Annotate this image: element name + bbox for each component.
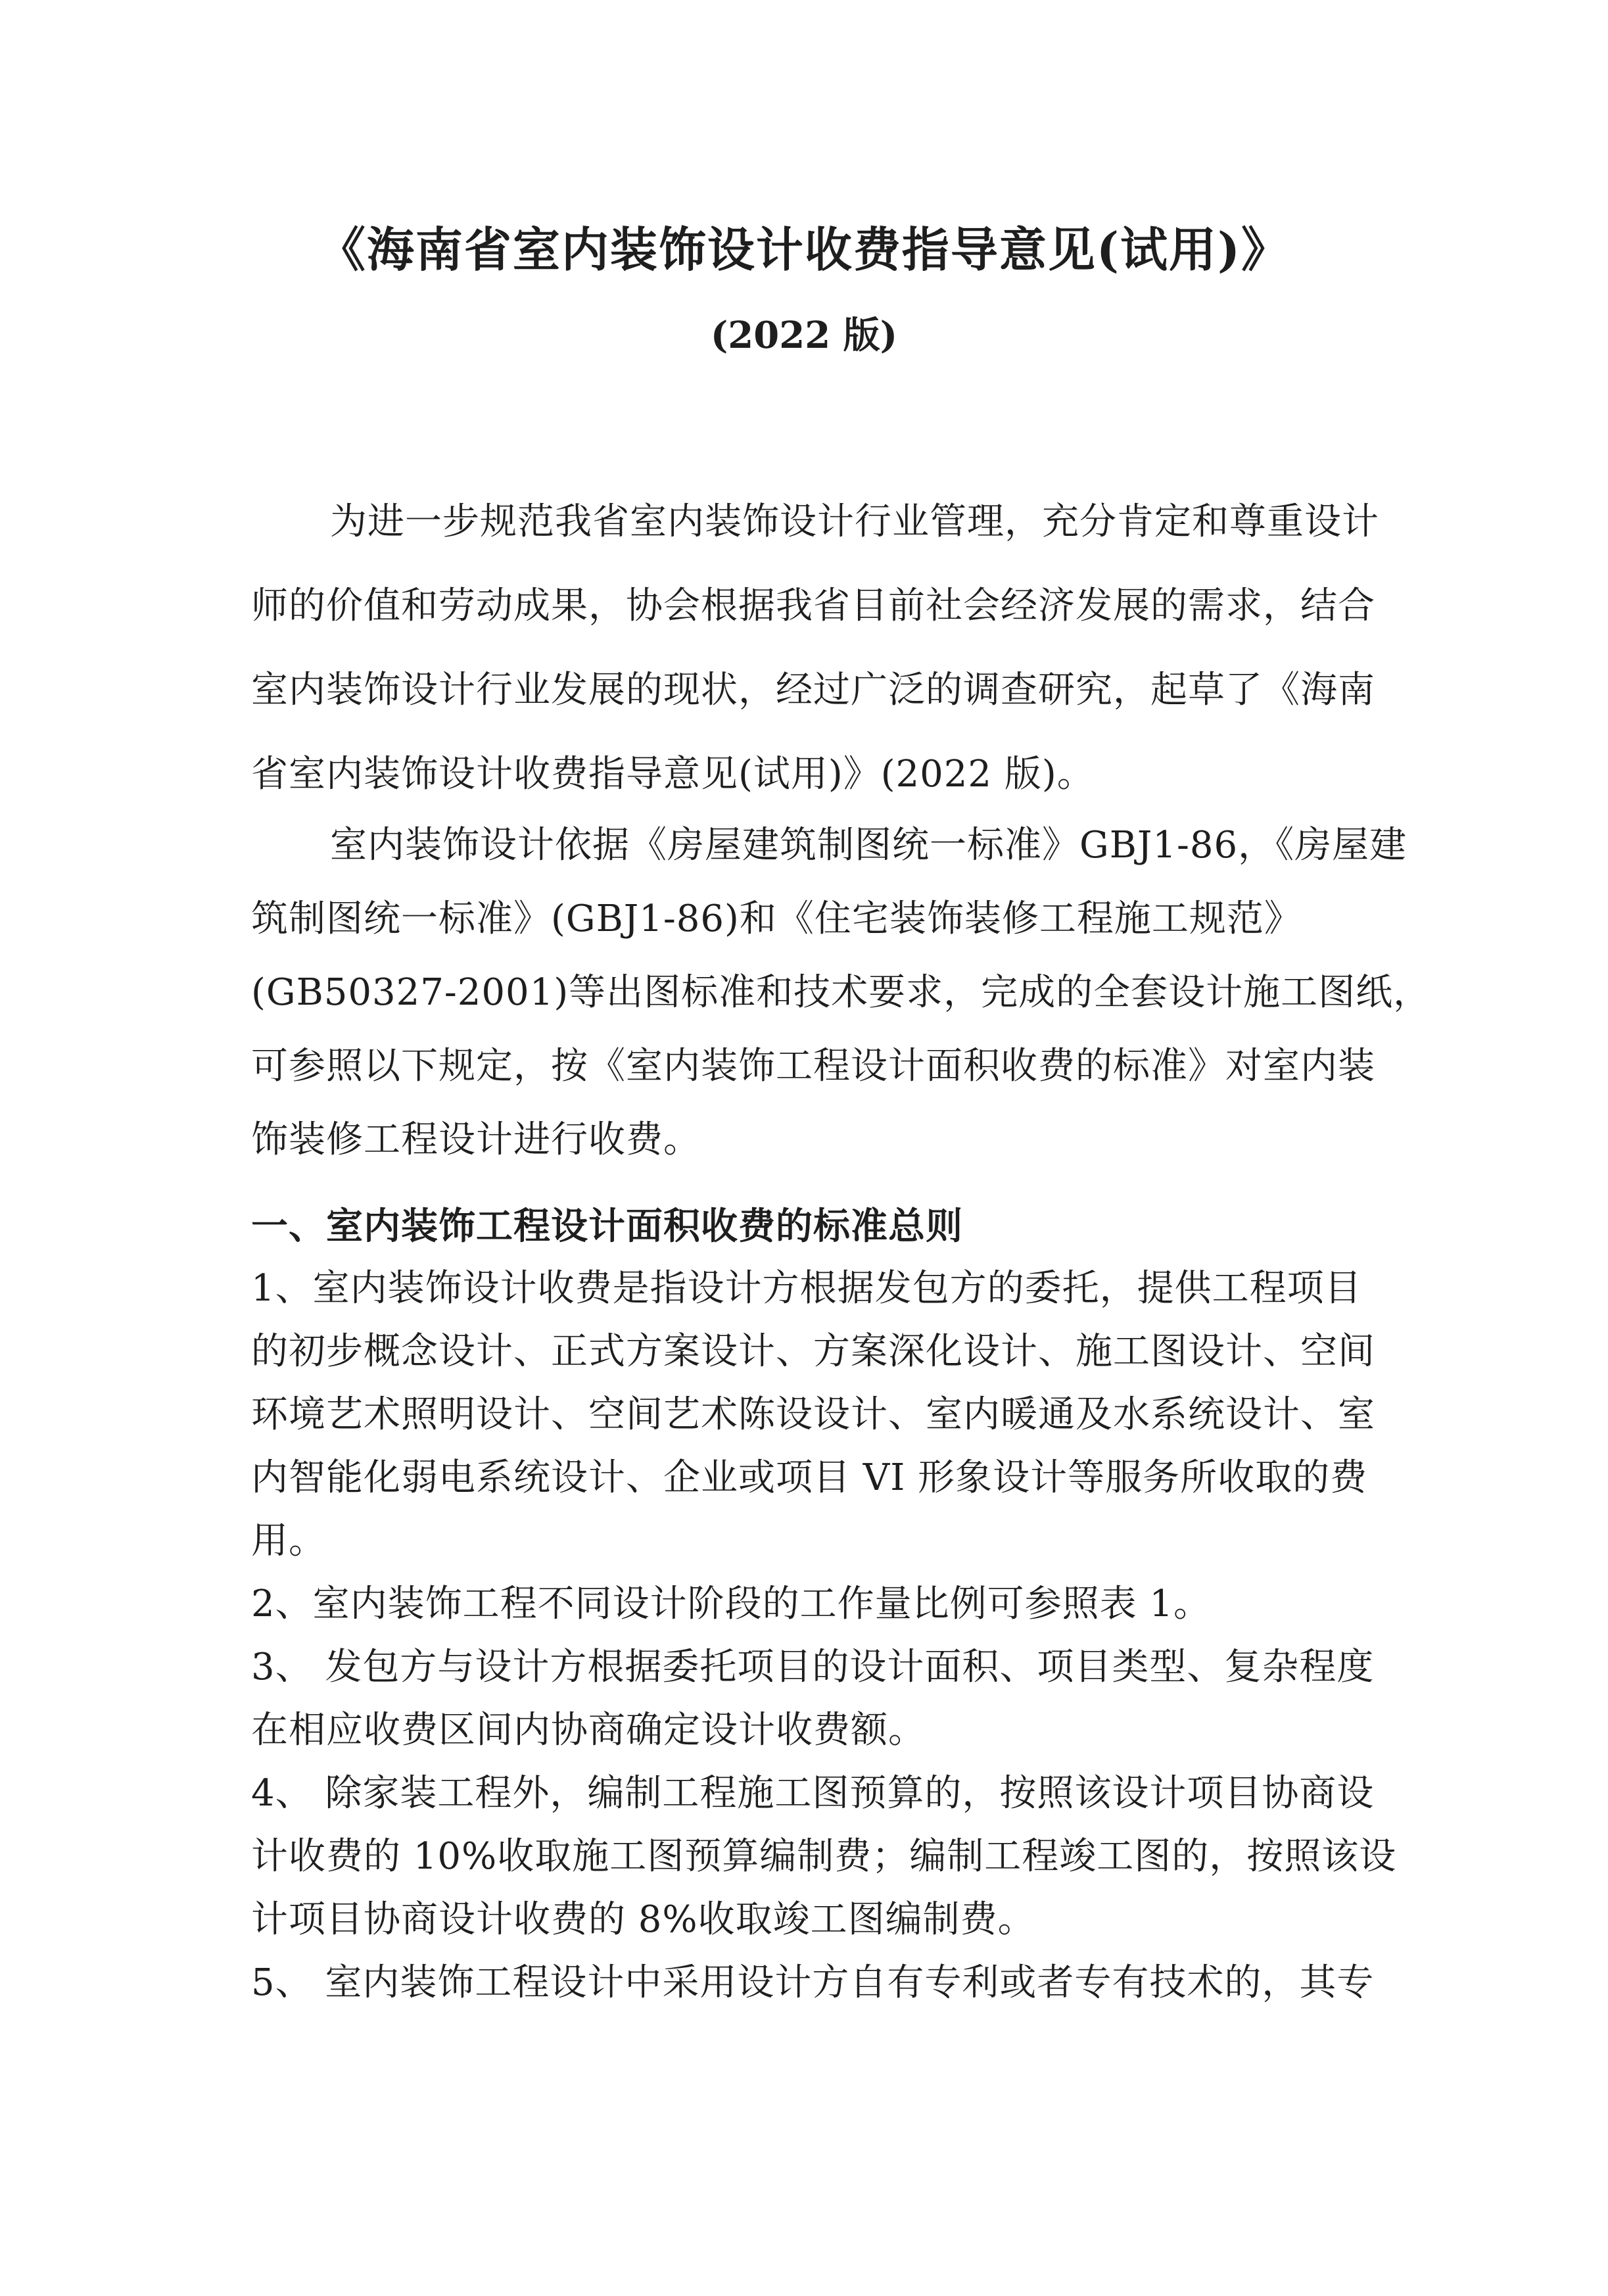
text-line: 为进一步规范我省室内装饰设计行业管理，充分肯定和尊重设计 <box>330 500 1379 543</box>
list-item-line: 4、 除家装工程外，编制工程施工图预算的，按照该设计项目协商设 <box>251 1772 1375 1815</box>
text-line: 可参照以下规定，按《室内装饰工程设计面积收费的标准》对室内装 <box>251 1045 1375 1088</box>
list-item-line: 计收费的 10%收取施工图预算编制费；编制工程竣工图的，按照该设 <box>251 1835 1397 1878</box>
list-item-line: 内智能化弱电系统设计、企业或项目 VI 形象设计等服务所收取的费 <box>251 1456 1368 1499</box>
list-item-line: 2、室内装饰工程不同设计阶段的工作量比例可参照表 1。 <box>251 1583 1212 1625</box>
text-line: (GB50327-2001)等出图标准和技术要求，完成的全套设计施工图纸， <box>251 971 1431 1014</box>
list-item-line: 1、室内装饰设计收费是指设计方根据发包方的委托，提供工程项目 <box>251 1267 1362 1310</box>
list-item-line: 5、 室内装饰工程设计中采用设计方自有专利或者专有技术的，其专 <box>251 1961 1375 2004</box>
text-line: 室内装饰设计行业发展的现状，经过广泛的调查研究，起草了《海南 <box>251 669 1375 711</box>
text-line: 室内装饰设计依据《房屋建筑制图统一标准》GBJ1-86，《房屋建 <box>330 824 1407 867</box>
text-line: 师的价值和劳动成果，协会根据我省目前社会经济发展的需求，结合 <box>251 585 1375 627</box>
list-item-line: 环境艺术照明设计、空间艺术陈设设计、室内暖通及水系统设计、室 <box>251 1393 1375 1436</box>
list-item-line: 用。 <box>251 1519 326 1562</box>
section-heading: 一、室内装饰工程设计面积收费的标准总则 <box>251 1205 963 1248</box>
text-line: 省室内装饰设计收费指导意见(试用)》(2022 版)。 <box>251 753 1095 796</box>
intro-paragraph-1 <box>251 480 1379 817</box>
text-line: 饰装修工程设计进行收费。 <box>251 1118 701 1161</box>
list-item-line: 计项目协商设计收费的 8%收取竣工图编制费。 <box>251 1898 1035 1941</box>
document-subtitle: (2022 版) <box>710 314 898 357</box>
document-title: 《海南省室内装饰设计收费指导意见(试用)》 <box>318 222 1290 277</box>
text-line: 筑制图统一标准》(GBJ1-86)和《住宅装饰装修工程施工规范》 <box>251 897 1302 940</box>
intro-paragraph-2 <box>251 809 1431 1177</box>
section-items <box>251 1257 1397 2015</box>
list-item-line: 3、 发包方与设计方根据委托项目的设计面积、项目类型、复杂程度 <box>251 1646 1375 1688</box>
list-item-line: 的初步概念设计、正式方案设计、方案深化设计、施工图设计、空间 <box>251 1330 1375 1373</box>
list-item-line: 在相应收费区间内协商确定设计收费额。 <box>251 1709 926 1752</box>
